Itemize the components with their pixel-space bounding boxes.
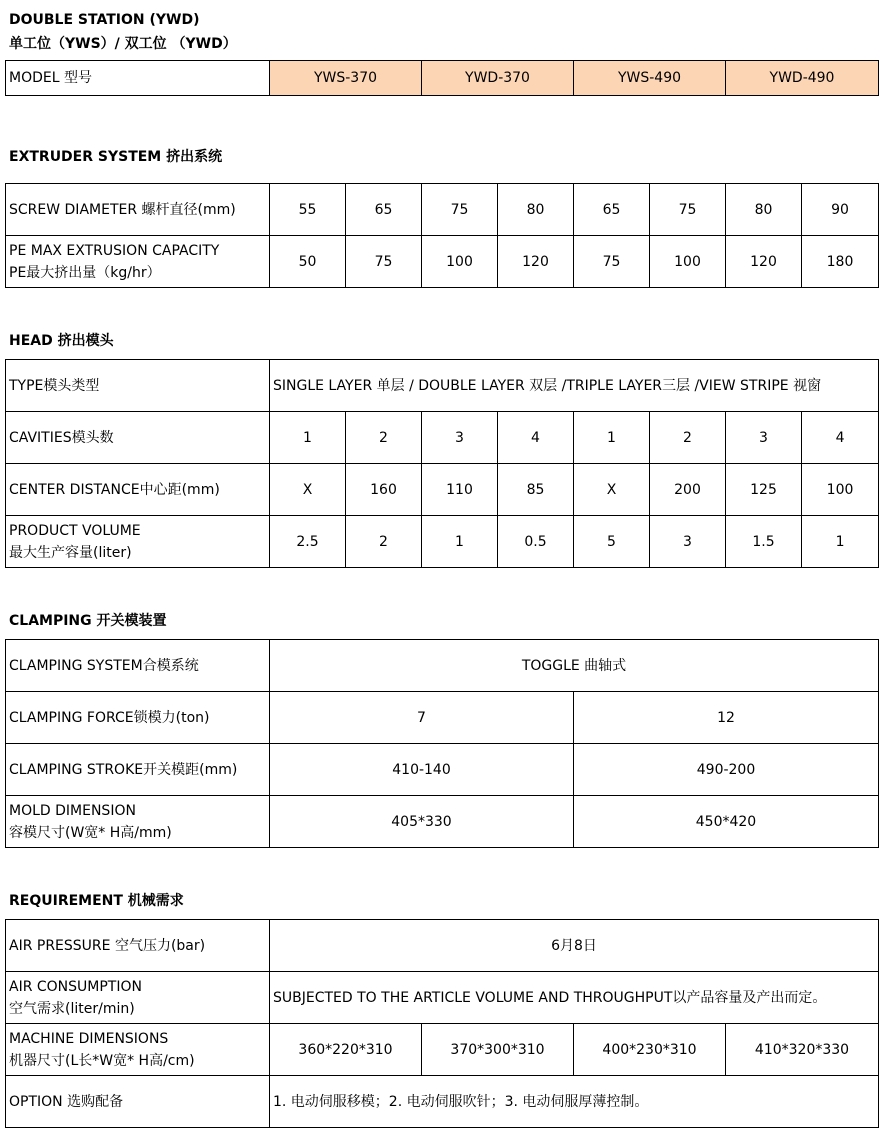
value-cell: 4	[802, 412, 879, 464]
value-cell: 120	[726, 236, 802, 288]
clamping-stroke-row	[6, 744, 879, 796]
value-cell: 1	[270, 412, 346, 464]
model-cell: YWS-370	[270, 61, 422, 96]
row-label	[6, 1024, 270, 1076]
value-cell: 75	[650, 184, 726, 236]
value-cell: 2.5	[270, 516, 346, 568]
extrusion-capacity-row	[6, 236, 879, 288]
value-cell: 6月8日	[270, 920, 879, 972]
row-label	[6, 516, 270, 568]
value-cell: 1	[574, 412, 650, 464]
head-table	[5, 359, 879, 568]
air-consumption-row	[6, 972, 879, 1024]
value-cell: 3	[650, 516, 726, 568]
value-cell: 12	[574, 692, 879, 744]
value-cell: X	[574, 464, 650, 516]
value-cell: 7	[270, 692, 574, 744]
value-cell: 0.5	[498, 516, 574, 568]
model-cell: YWD-490	[726, 61, 879, 96]
value-cell: 85	[498, 464, 574, 516]
value-cell: 490-200	[574, 744, 879, 796]
value-cell: 80	[498, 184, 574, 236]
row-label-line: 最大生产容量(liter)	[9, 544, 132, 561]
machine-dimensions-row	[6, 1024, 879, 1076]
row-label: CAVITIES模头数	[6, 412, 270, 464]
row-label	[6, 236, 270, 288]
value-cell: 120	[498, 236, 574, 288]
row-label: CLAMPING SYSTEM合模系统	[6, 640, 270, 692]
value-cell: 1	[802, 516, 879, 568]
clamping-system-row	[6, 640, 879, 692]
value-cell: 75	[422, 184, 498, 236]
row-label: TYPE模头类型	[6, 360, 270, 412]
value-cell: 450*420	[574, 796, 879, 848]
model-row	[6, 61, 879, 96]
row-label: SCREW DIAMETER 螺杆直径(mm)	[6, 184, 270, 236]
clamping-force-row	[6, 692, 879, 744]
value-cell: 65	[346, 184, 422, 236]
row-label-line: MOLD DIMENSION	[9, 802, 136, 819]
row-label-line: AIR CONSUMPTION	[9, 978, 142, 995]
row-label-line: 空气需求(liter/min)	[9, 1000, 135, 1017]
row-label-line: MACHINE DIMENSIONS	[9, 1030, 169, 1047]
requirement-heading: REQUIREMENT 机械需求	[9, 893, 184, 909]
value-cell: 65	[574, 184, 650, 236]
value-cell: 200	[650, 464, 726, 516]
row-label	[6, 972, 270, 1024]
row-label-line: PE MAX EXTRUSION CAPACITY	[9, 242, 220, 259]
row-label: CLAMPING FORCE锁模力(ton)	[6, 692, 270, 744]
model-cell: YWD-370	[422, 61, 574, 96]
value-cell: 2	[650, 412, 726, 464]
value-cell: SUBJECTED TO THE ARTICLE VOLUME AND THROUGHPUT以产品容量及产出而定。	[270, 972, 879, 1024]
value-cell: X	[270, 464, 346, 516]
row-label: OPTION 选购配备	[6, 1076, 270, 1128]
value-cell: 100	[650, 236, 726, 288]
value-cell: 90	[802, 184, 879, 236]
type-value: SINGLE LAYER 单层 / DOUBLE LAYER 双层 /TRIPLE LAYER三层 /VIEW STRIPE 视窗	[270, 360, 879, 412]
value-cell: 3	[726, 412, 802, 464]
row-label-line: PRODUCT VOLUME	[9, 522, 141, 539]
value-cell: TOGGLE 曲轴式	[270, 640, 879, 692]
head-heading: HEAD 挤出模头	[9, 333, 114, 349]
screw-diameter-row	[6, 184, 879, 236]
value-cell: 3	[422, 412, 498, 464]
row-label-line: 机器尺寸(L长*W宽* H高/cm)	[9, 1052, 195, 1069]
value-cell: 100	[422, 236, 498, 288]
requirement-table	[5, 919, 879, 1128]
value-cell: 55	[270, 184, 346, 236]
value-cell: 410*320*330	[726, 1024, 879, 1076]
page-title: DOUBLE STATION (YWD)	[9, 12, 200, 28]
value-cell: 405*330	[270, 796, 574, 848]
value-cell: 100	[802, 464, 879, 516]
value-cell: 1.5	[726, 516, 802, 568]
product-volume-row	[6, 516, 879, 568]
clamping-table	[5, 639, 879, 848]
value-cell: 4	[498, 412, 574, 464]
value-cell: 50	[270, 236, 346, 288]
cavities-row	[6, 412, 879, 464]
model-table	[5, 60, 879, 96]
value-cell: 5	[574, 516, 650, 568]
option-row	[6, 1076, 879, 1128]
value-cell: 2	[346, 412, 422, 464]
value-cell: 410-140	[270, 744, 574, 796]
value-cell: 75	[574, 236, 650, 288]
value-cell: 110	[422, 464, 498, 516]
value-cell: 360*220*310	[270, 1024, 422, 1076]
type-row	[6, 360, 879, 412]
value-cell: 80	[726, 184, 802, 236]
value-cell: 1. 电动伺服移模；2. 电动伺服吹针；3. 电动伺服厚薄控制。	[270, 1076, 879, 1128]
value-cell: 370*300*310	[422, 1024, 574, 1076]
row-label: CLAMPING STROKE开关模距(mm)	[6, 744, 270, 796]
clamping-heading: CLAMPING 开关模装置	[9, 613, 167, 629]
extruder-table	[5, 183, 879, 288]
value-cell: 2	[346, 516, 422, 568]
value-cell: 400*230*310	[574, 1024, 726, 1076]
air-pressure-row	[6, 920, 879, 972]
row-label-line: PE最大挤出量（kg/hr）	[9, 264, 161, 281]
row-label-line: 容模尺寸(W宽* H高/mm)	[9, 824, 172, 841]
row-label	[6, 796, 270, 848]
value-cell: 160	[346, 464, 422, 516]
model-label: MODEL 型号	[6, 61, 270, 96]
value-cell: 125	[726, 464, 802, 516]
row-label: AIR PRESSURE 空气压力(bar)	[6, 920, 270, 972]
extruder-heading: EXTRUDER SYSTEM 挤出系统	[9, 149, 223, 165]
model-cell: YWS-490	[574, 61, 726, 96]
value-cell: 180	[802, 236, 879, 288]
page-subtitle: 单工位（YWS）/ 双工位 （YWD）	[9, 36, 237, 52]
center-distance-row	[6, 464, 879, 516]
value-cell: 75	[346, 236, 422, 288]
value-cell: 1	[422, 516, 498, 568]
mold-dimension-row	[6, 796, 879, 848]
row-label: CENTER DISTANCE中心距(mm)	[6, 464, 270, 516]
